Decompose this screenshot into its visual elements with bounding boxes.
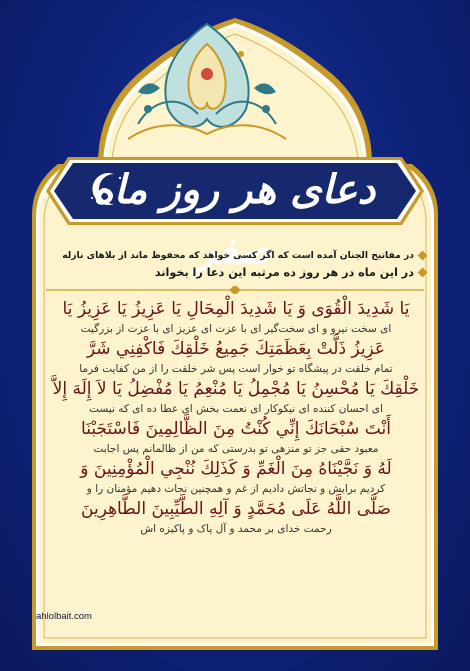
divider: [46, 286, 424, 294]
intro-text: [46, 247, 426, 281]
arabic-line: لَهُ وَ نَجَّيْنَاهُ مِنَ الْغَمِّ وَ كَذَلِكَ نُنْجِي الْمُؤْمِنِينَ وَ: [80, 459, 392, 479]
diamond-bullet-icon: [418, 268, 428, 278]
intro-line: در مفاتیح الجنان آمده است که اگر کسی خواهد که محفوظ ماند از بلاهای نازله: [46, 247, 426, 264]
diamond-bullet-icon: [418, 251, 428, 261]
persian-translation: تمام خلقت در پیشگاه تو خوار است پس شر خلقت را از من کفایت فرما: [79, 363, 393, 375]
arabic-line: عَزِيزُ ذَلَّتْ بِعَظَمَتِكَ جَمِيعُ خَلْقِكَ فَاكْفِنِي شَرَّ: [86, 339, 386, 359]
arabic-line: خَلْقِكَ يَا مُحْسِنُ يَا مُجْمِلُ يَا مُنْعِمُ يَا مُفْضِلُ يَا لاَ إِلَهَ إِلاَّ: [52, 379, 420, 399]
persian-translation: معبود حقی جز تو منزهی تو بدرستی که من از ظالمانم پس اجابت: [93, 443, 379, 455]
arabic-line: أَنْتَ سُبْحَانَكَ إِنِّي كُنْتُ مِنَ الظَّالِمِينَ فَاسْتَجَبْنَا: [81, 419, 391, 439]
arabic-line: صَلَّى اللَّهُ عَلَى مُحَمَّدٍ وَ آلِهِ الطَّيِّبِينَ الطَّاهِرِينَ: [81, 499, 391, 519]
floral-ornament: [118, 14, 296, 144]
website-link[interactable]: ahlolbait.com: [36, 611, 92, 622]
arabic-line: يَا شَدِيدَ الْقُوَى وَ يَا شَدِيدَ الْمِحَالِ يَا عَزِيزُ يَا عَزِيزُ يَا: [62, 299, 410, 319]
persian-translation: رحمت خدای بر محمد و آل پاک و پاکیزه اش: [140, 523, 332, 535]
persian-translation: ای احسان کننده ای نیکوکار ای نعمت بخش ای عطا ده ای که نیست: [89, 403, 383, 415]
persian-translation: کردیم برایش و نجاتش دادیم از غم و همچنین نجات دهیم مؤمنان را و: [86, 483, 386, 495]
prayer-text: [46, 297, 426, 537]
persian-translation: ای سخت نیرو و ای سخت‌گیر ای با عزت ای عزیز ای با عزت از بزرگیت: [80, 323, 392, 335]
intro-line: در این ماه در هر روز ده مرتبه این دعا را بخواند: [46, 264, 426, 281]
page-title: دعای هر روز ماه صفر: [92, 166, 376, 273]
